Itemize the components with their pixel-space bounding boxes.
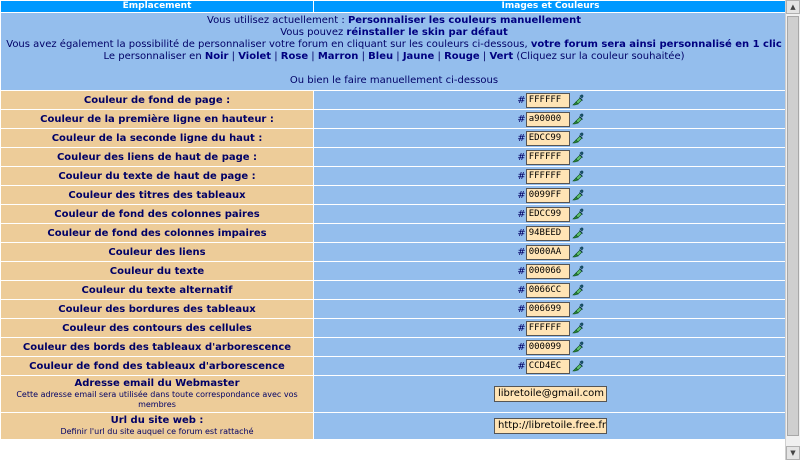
color-picker-icon[interactable] bbox=[572, 132, 584, 144]
setting-value-cell bbox=[314, 319, 787, 337]
color-setting-row bbox=[1, 243, 787, 261]
hex-color-input[interactable]: CCD4EC bbox=[526, 359, 570, 374]
setting-value-cell bbox=[314, 281, 787, 299]
scroll-up-icon[interactable]: ▲ bbox=[786, 0, 800, 14]
color-setting-row bbox=[1, 262, 787, 280]
current-skin-value: Personnaliser les couleurs manuellement bbox=[347, 15, 581, 26]
site-url-label-cell bbox=[1, 413, 313, 439]
setting-label: Couleur du texte bbox=[1, 262, 313, 280]
hex-color-input[interactable]: 0000AA bbox=[526, 245, 570, 260]
color-preset-4[interactable]: Bleu bbox=[368, 51, 394, 62]
color-setting-row bbox=[1, 357, 787, 375]
personalize-line bbox=[1, 39, 787, 51]
color-picker-icon[interactable] bbox=[572, 189, 584, 201]
setting-label: Couleur des bordures des tableaux bbox=[1, 300, 313, 318]
hash-symbol: # bbox=[517, 265, 526, 277]
setting-value-cell bbox=[314, 262, 787, 280]
hex-color-input[interactable]: 94BEED bbox=[526, 226, 570, 241]
current-skin-prefix: Vous utilisez actuellement : bbox=[207, 15, 345, 26]
site-url-value-cell bbox=[314, 413, 787, 439]
webmaster-email-value-cell bbox=[314, 376, 787, 412]
setting-value-cell bbox=[314, 91, 787, 109]
color-separator: | bbox=[308, 51, 318, 62]
color-preset-6[interactable]: Rouge bbox=[444, 51, 480, 62]
setting-value-cell bbox=[314, 110, 787, 128]
color-picker-icon[interactable] bbox=[572, 360, 584, 372]
hash-symbol: # bbox=[517, 189, 526, 201]
color-picker-icon[interactable] bbox=[572, 151, 584, 163]
color-separator: | bbox=[479, 51, 490, 62]
color-preset-7[interactable]: Vert bbox=[489, 51, 514, 62]
setting-label: Couleur des bords des tableaux d'arborescence bbox=[1, 338, 313, 356]
color-setting-row bbox=[1, 338, 787, 356]
setting-value-cell bbox=[314, 224, 787, 242]
setting-value-cell bbox=[314, 338, 787, 356]
setting-label: Couleur de fond de page : bbox=[1, 91, 313, 109]
color-setting-row bbox=[1, 224, 787, 242]
hex-color-input[interactable]: 000099 bbox=[526, 340, 570, 355]
scroll-down-icon[interactable]: ▼ bbox=[786, 446, 800, 460]
hex-color-input[interactable]: EDCC99 bbox=[526, 207, 570, 222]
setting-value-cell bbox=[314, 148, 787, 166]
hash-symbol: # bbox=[517, 113, 526, 125]
hex-color-input[interactable]: EDCC99 bbox=[526, 131, 570, 146]
table-header bbox=[1, 1, 787, 12]
color-picker-icon[interactable] bbox=[572, 265, 584, 277]
setting-label: Couleur des contours des cellules bbox=[1, 319, 313, 337]
intro-row bbox=[1, 13, 787, 90]
reinstall-line bbox=[1, 27, 787, 39]
setting-label: Couleur de fond des tableaux d'arborescence bbox=[1, 357, 313, 375]
setting-label: Couleur des liens de haut de page : bbox=[1, 148, 313, 166]
hash-symbol: # bbox=[517, 303, 526, 315]
reinstall-prefix: Vous pouvez bbox=[280, 27, 344, 38]
setting-value-cell bbox=[314, 243, 787, 261]
webmaster-email-input[interactable]: libretoile@gmail.com bbox=[494, 386, 607, 402]
color-setting-row bbox=[1, 129, 787, 147]
site-url-title: Url du site web : bbox=[110, 415, 204, 426]
hash-symbol: # bbox=[517, 246, 526, 258]
site-url-row bbox=[1, 413, 787, 439]
hash-symbol: # bbox=[517, 208, 526, 220]
hex-color-input[interactable]: FFFFFF bbox=[526, 93, 570, 108]
current-skin-line bbox=[1, 15, 787, 27]
color-picker-icon[interactable] bbox=[572, 227, 584, 239]
hex-color-input[interactable]: 0099FF bbox=[526, 188, 570, 203]
color-separator: | bbox=[393, 51, 403, 62]
hash-symbol: # bbox=[517, 227, 526, 239]
scrollbar-thumb[interactable] bbox=[787, 16, 799, 436]
setting-label: Couleur des titres des tableaux bbox=[1, 186, 313, 204]
color-picker-icon[interactable] bbox=[572, 94, 584, 106]
color-preset-0[interactable]: Noir bbox=[204, 51, 229, 62]
personalize-text: Vous avez également la possibilité de personnaliser votre forum en cliquant sur les couleurs ci-dessous, bbox=[6, 39, 528, 50]
personalize-bold: votre forum sera ainsi personnalisé en 1 clic bbox=[530, 39, 782, 50]
color-separator: | bbox=[358, 51, 369, 62]
setting-value-cell bbox=[314, 357, 787, 375]
setting-label: Couleur de fond des colonnes paires bbox=[1, 205, 313, 223]
color-preset-5[interactable]: Jaune bbox=[402, 51, 435, 62]
site-url-input[interactable]: http://libretoile.free.fr bbox=[494, 418, 607, 434]
color-setting-row bbox=[1, 281, 787, 299]
color-picker-icon[interactable] bbox=[572, 284, 584, 296]
hex-color-input[interactable]: FFFFFF bbox=[526, 169, 570, 184]
webmaster-email-label-cell bbox=[1, 376, 313, 412]
setting-value-cell bbox=[314, 300, 787, 318]
setting-value-cell bbox=[314, 167, 787, 185]
hash-symbol: # bbox=[517, 170, 526, 182]
header-images-couleurs: Images et Couleurs bbox=[314, 1, 787, 12]
hash-symbol: # bbox=[517, 284, 526, 296]
color-picker-icon[interactable] bbox=[572, 208, 584, 220]
hash-symbol: # bbox=[517, 151, 526, 163]
vertical-scrollbar[interactable] bbox=[785, 0, 800, 460]
hex-color-input[interactable]: FFFFFF bbox=[526, 150, 570, 165]
hex-color-input[interactable]: a90000 bbox=[526, 112, 570, 127]
color-preset-3[interactable]: Marron bbox=[317, 51, 359, 62]
color-choices-suffix: (Cliquez sur la couleur souhaitée) bbox=[516, 51, 685, 62]
webmaster-email-title: Adresse email du Webmaster bbox=[74, 378, 240, 389]
color-setting-row bbox=[1, 110, 787, 128]
hex-color-input[interactable]: FFFFFF bbox=[526, 321, 570, 336]
color-separator: | bbox=[228, 51, 239, 62]
color-setting-row bbox=[1, 300, 787, 318]
color-setting-row bbox=[1, 205, 787, 223]
color-preset-2[interactable]: Rose bbox=[280, 51, 309, 62]
setting-label: Couleur de la première ligne en hauteur : bbox=[1, 110, 313, 128]
webmaster-email-row bbox=[1, 376, 787, 412]
site-url-desc: Definir l'url du site auquel ce forum est rattaché bbox=[60, 427, 254, 436]
setting-label: Couleur des liens bbox=[1, 243, 313, 261]
header-emplacement: Emplacement bbox=[1, 1, 313, 12]
color-picker-icon[interactable] bbox=[572, 170, 584, 182]
color-setting-row bbox=[1, 186, 787, 204]
webmaster-email-desc: Cette adresse email sera utilisée dans toute correspondance avec vos membres bbox=[16, 390, 298, 409]
color-picker-icon[interactable] bbox=[572, 303, 584, 315]
color-picker-icon[interactable] bbox=[572, 113, 584, 125]
color-picker-icon[interactable] bbox=[572, 341, 584, 353]
hash-symbol: # bbox=[517, 341, 526, 353]
color-setting-row bbox=[1, 91, 787, 109]
color-setting-row bbox=[1, 167, 787, 185]
color-picker-icon[interactable] bbox=[572, 322, 584, 334]
color-choices-line bbox=[1, 51, 787, 63]
color-separator: | bbox=[434, 51, 445, 62]
setting-value-cell bbox=[314, 186, 787, 204]
color-preset-1[interactable]: Violet bbox=[238, 51, 272, 62]
hash-symbol: # bbox=[517, 132, 526, 144]
hash-symbol: # bbox=[517, 94, 526, 106]
hash-symbol: # bbox=[517, 322, 526, 334]
setting-label: Couleur de fond des colonnes impaires bbox=[1, 224, 313, 242]
intro-cell bbox=[1, 13, 787, 90]
setting-label: Couleur du texte de haut de page : bbox=[1, 167, 313, 185]
setting-label: Couleur du texte alternatif bbox=[1, 281, 313, 299]
color-setting-row bbox=[1, 319, 787, 337]
color-setting-row bbox=[1, 148, 787, 166]
hex-color-input[interactable]: 006699 bbox=[526, 302, 570, 317]
hex-color-input[interactable]: 0066CC bbox=[526, 283, 570, 298]
hex-color-input[interactable]: 000066 bbox=[526, 264, 570, 279]
color-picker-icon[interactable] bbox=[572, 246, 584, 258]
color-choices-prefix: Le personnaliser en bbox=[103, 51, 202, 62]
hash-symbol: # bbox=[517, 360, 526, 372]
color-separator: | bbox=[271, 51, 281, 62]
setting-value-cell bbox=[314, 129, 787, 147]
manual-heading: Ou bien le faire manuellement ci-dessous bbox=[289, 75, 499, 86]
setting-label: Couleur de la seconde ligne du haut : bbox=[1, 129, 313, 147]
setting-value-cell bbox=[314, 205, 787, 223]
reinstall-default-skin-link[interactable]: réinstaller le skin par défaut bbox=[346, 27, 508, 38]
